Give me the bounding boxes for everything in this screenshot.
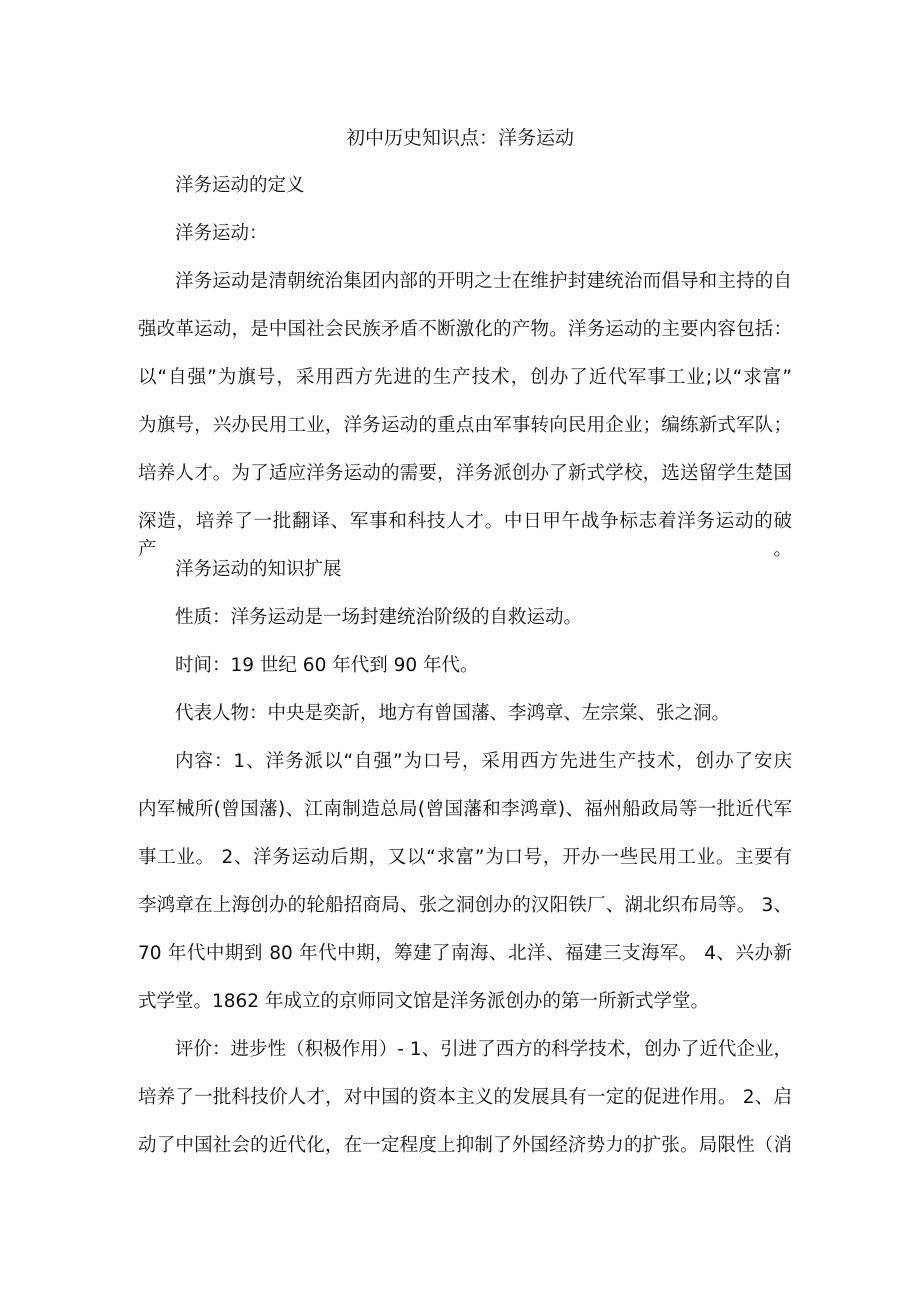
text-line: 洋务运动的知识扩展: [175, 559, 342, 580]
text-line: 内军械所(曾国藩)、江南制造总局(曾国藩和李鸿章)、福州船政局等一批近代军: [138, 799, 792, 820]
text-line: 深造，培养了一批翻译、军事和科技人才。中日甲午战争标志着洋务运动的破产。: [138, 511, 792, 560]
text-line: 时间：19 世纪 60 年代到 90 年代。: [175, 655, 479, 676]
text-line: 以“自强”为旗号，采用西方先进的生产技术，创办了近代军事工业;以“求富”: [138, 367, 792, 388]
text-line: 性质：洋务运动是一场封建统治阶级的自救运动。: [175, 607, 583, 628]
text-line: 动了中国社会的近代化，在一定程度上抑制了外国经济势力的扩张。局限性（消: [138, 1135, 792, 1156]
text-line: 为旗号，兴办民用工业，洋务运动的重点由军事转向民用企业；编练新式军队；: [138, 415, 792, 436]
text-line: 70 年代中期到 80 年代中期，筹建了南海、北洋、福建三支海军。 4、兴办新: [138, 943, 792, 964]
text-line: 洋务运动：: [175, 223, 268, 244]
text-line: 事工业。 2、洋务运动后期，又以“求富”为口号，开办一些民用工业。主要有: [138, 847, 792, 868]
text-line: 强改革运动，是中国社会民族矛盾不断激化的产物。洋务运动的主要内容包括：: [138, 319, 792, 340]
text-line: 代表人物：中央是奕訢，地方有曾国藩、李鸿章、左宗棠、张之洞。: [175, 703, 731, 724]
text-line: 培养人才。为了适应洋务运动的需要，洋务派创办了新式学校，选送留学生楚国: [138, 463, 792, 484]
text-line: 内容：1、洋务派以“自强”为口号，采用西方先进生产技术，创办了安庆: [175, 751, 792, 772]
document-title: 初中历史知识点：洋务运动: [345, 127, 574, 149]
text-line: 培养了一批科技价人才，对中国的资本主义的发展具有一定的促进作用。 2、启: [138, 1087, 792, 1108]
text-line: 洋务运动是清朝统治集团内部的开明之士在维护封建统治而倡导和主持的自: [175, 271, 792, 292]
text-line: 李鸿章在上海创办的轮船招商局、张之洞创办的汉阳铁厂、湖北织布局等。 3、: [138, 895, 792, 916]
text-line: 洋务运动的定义: [175, 175, 305, 196]
text-line: 评价：进步性（积极作用）- 1、引进了西方的科学技术，创办了近代企业，: [175, 1039, 792, 1060]
text-line: 式学堂。1862 年成立的京师同文馆是洋务派创办的第一所新式学堂。: [138, 991, 709, 1012]
